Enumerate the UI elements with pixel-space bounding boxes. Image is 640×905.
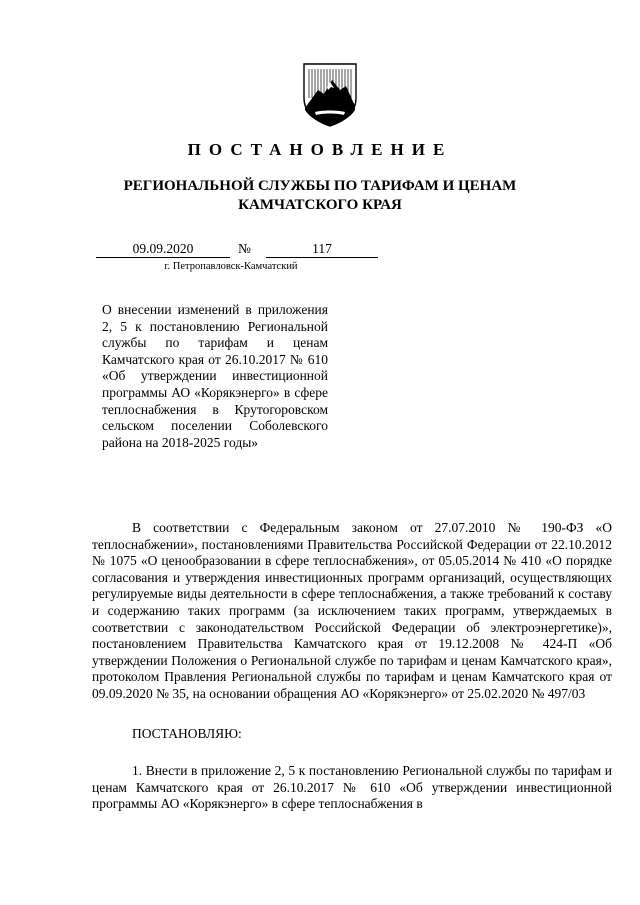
document-meta [96,240,382,280]
document-date: 09.09.2020 [96,240,230,258]
organization-name [0,177,640,215]
document-subject: О внесении изменений в приложения 2, 5 к постановлению Региональной службы по тарифам и ценам Камчатского края от 26.10.2017 № 610 «Об утверждении инвестиционной программы АО «Корякэнерго» в сфере теплоснабжения в Крутогоровском сельском поселении Соболевского района на 2018-2025 годы» [102,302,328,450]
document-title: ПОСТАНОВЛЕНИЕ [187,140,453,159]
item-1-paragraph: 1. Внести в приложение 2, 5 к постановлению Региональной службы по тарифам и ценам Камчатского края от 26.10.2017 № 610 «Об утверждении инвестиционной программы АО «Корякэнерго» в сфере теплоснабжения в [92,763,612,812]
organization-line-1: РЕГИОНАЛЬНОЙ СЛУЖБЫ ПО ТАРИФАМ И ЦЕНАМ [123,178,517,194]
document-city: г. Петропавловск-Камчатский [164,261,298,272]
document-body [92,520,612,813]
organization-line-2: КАМЧАТСКОГО КРАЯ [238,197,402,213]
resolve-heading: ПОСТАНОВЛЯЮ: [132,725,242,741]
number-sign: № [238,241,251,256]
kamchatka-coat-of-arms-icon [300,60,360,128]
document-number: 117 [266,240,378,258]
preamble-paragraph: В соответствии с Федеральным законом от 27.07.2010 № 190-ФЗ «О теплоснабжении», постановлениями Правительства Российской Федерации от 22.10.2012 № 1075 «О ценообразовании в сфере теплоснабжения», от 05.05.2014 № 410 «О порядке согласования и утверждения инвестиционных программ организаций, осуществляющих регулируемые виды деятельности в сфере теплоснабжения, а также требований к составу и содержанию таких программ (за исключением таких программ, утверждаемых в соответствии с законодательством Российской Федерации об электроэнергетике)», постановлением Правительства Камчатского края от 19.12.2008 № 424-П «Об утверждении Положения о Региональной службе по тарифам и ценам Камчатского края», протоколом Правления Региональной службы по тарифам и ценам Камчатского края от 09.09.2020 № 35, на основании обращения АО «Корякэнерго» от 25.02.2020 № 497/03 [92,520,612,701]
